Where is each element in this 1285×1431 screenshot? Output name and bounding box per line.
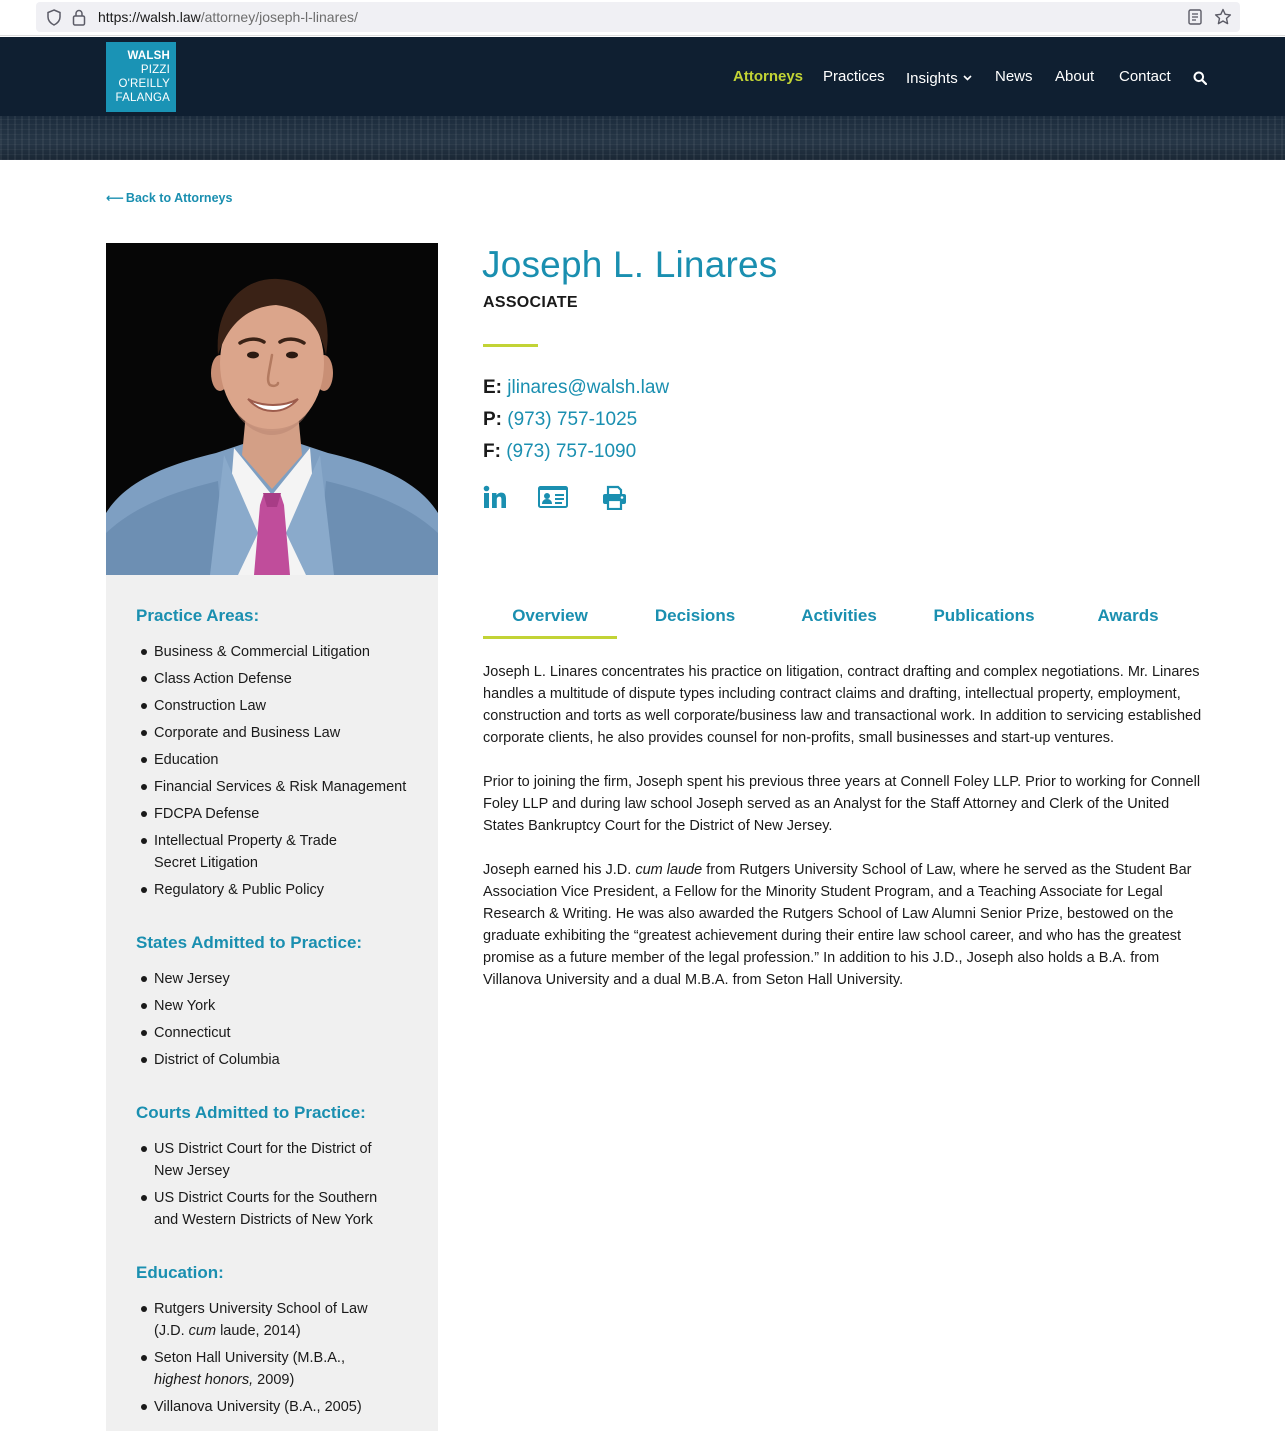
back-arrow-icon: ⟵: [106, 191, 124, 205]
bio-paragraph: Prior to joining the firm, Joseph spent his previous three years at Connell Foley LLP. Prior to working for Connell Foley LLP and during law school Joseph served as an Analyst for the Staff Attorney and Clerk of the United States Bankruptcy Court for the District of New Jersey.: [483, 774, 1201, 834]
fax-row: F: (973) 757-1090: [483, 441, 637, 462]
back-to-attorneys-link[interactable]: [106, 190, 232, 205]
fax-value: (973) 757-1090: [506, 441, 637, 462]
list-item[interactable]: Class Action Defense: [136, 668, 426, 690]
firm-logo[interactable]: [106, 42, 176, 112]
attorney-name: Joseph L. Linares: [482, 244, 778, 285]
list-item: New York: [136, 995, 426, 1017]
attorney-photo: [106, 243, 438, 575]
active-tab-indicator: [483, 636, 617, 639]
list-item[interactable]: Business & Commercial Litigation: [136, 641, 426, 663]
education-list: [136, 1298, 426, 1423]
search-icon[interactable]: [1193, 71, 1207, 90]
header-skyline-banner: [0, 116, 1285, 160]
shield-icon[interactable]: [46, 9, 62, 31]
overview-content: [483, 661, 1203, 1013]
linkedin-icon[interactable]: [483, 485, 507, 514]
site-header: [0, 37, 1285, 160]
list-item[interactable]: Regulatory & Public Policy: [136, 879, 426, 901]
bio-paragraph: Joseph L. Linares concentrates his practice on litigation, contract drafting and complex negotiations. Mr. Linares handles a multitude of dispute types including contract claims and drafting, intellectual property, employment, construction and torts as well corporate/business law and transactional work. In addition to servicing established corporate clients, he also provides counsel for non-profits, small businesses and start-up ventures.: [483, 664, 1202, 746]
phone-link[interactable]: (973) 757-1025: [507, 409, 638, 430]
list-item[interactable]: Education: [136, 749, 426, 771]
back-to-attorneys-label: Back to Attorneys: [125, 191, 233, 205]
list-item[interactable]: FDCPA Defense: [136, 803, 426, 825]
courts-admitted-heading: Courts Admitted to Practice:: [136, 1103, 366, 1122]
tab-awards[interactable]: Awards: [1097, 606, 1159, 625]
print-icon[interactable]: [602, 485, 627, 515]
nav-practices[interactable]: Practices: [823, 68, 885, 85]
list-item: Villanova University (B.A., 2005): [136, 1396, 426, 1418]
logo-line-pizzi: PIZZI: [140, 64, 170, 76]
list-item: Rutgers University School of Law (J.D. cum laude, 2014): [136, 1298, 426, 1342]
list-item: US District Court for the District of New Jersey: [136, 1138, 426, 1182]
vcard-icon[interactable]: [538, 485, 568, 514]
nav-insights[interactable]: [906, 68, 972, 87]
practice-areas-heading: Practice Areas:: [136, 606, 260, 625]
logo-line-falanga: FALANGA: [115, 92, 170, 104]
accent-divider: [483, 344, 538, 347]
states-admitted-list: [136, 968, 426, 1076]
bookmark-star-icon[interactable]: [1214, 8, 1232, 31]
practice-areas-list: [136, 641, 426, 906]
list-item: New Jersey: [136, 968, 426, 990]
list-item[interactable]: Construction Law: [136, 695, 426, 717]
lock-icon[interactable]: [72, 9, 86, 31]
email-row: E: jlinares@walsh.law: [483, 377, 670, 398]
tab-activities[interactable]: Activities: [801, 606, 877, 625]
address-bar[interactable]: [36, 2, 1240, 32]
tab-overview[interactable]: Overview: [512, 606, 588, 625]
tab-decisions[interactable]: Decisions: [654, 606, 736, 625]
list-item: District of Columbia: [136, 1049, 426, 1071]
tab-publications[interactable]: Publications: [933, 606, 1035, 625]
nav-contact[interactable]: Contact: [1119, 68, 1171, 85]
education-heading: Education:: [136, 1263, 224, 1282]
bio-paragraph: Joseph earned his J.D. cum laude from Rutgers University School of Law, where he served as the Student Bar Association Vice President, a Fellow for the Minority Student Program, and a Teaching Associate for Legal Research & Writing. He was also awarded the Rutgers School of Law Alumni Senior Prize, bestowed on the graduate exhibiting the “greatest achievement during their entire law school career, and who has the greatest promise as a future member of the legal profession.” In addition to his J.D., Joseph also holds a B.A. from Villanova University and a dual M.B.A. from Seton Hall University.: [483, 862, 1192, 988]
chevron-down-icon: [963, 68, 972, 85]
email-link[interactable]: jlinares@walsh.law: [507, 377, 670, 398]
nav-about[interactable]: About: [1055, 68, 1095, 85]
list-item[interactable]: Corporate and Business Law: [136, 722, 426, 744]
logo-line-oreilly: O'REILLY: [118, 78, 170, 90]
phone-row: P: (973) 757-1025: [483, 409, 638, 430]
logo-line-walsh: WALSH: [127, 50, 170, 62]
list-item[interactable]: Financial Services & Risk Management: [136, 776, 426, 798]
list-item: US District Courts for the Southern and Western Districts of New York: [136, 1187, 426, 1231]
url-text[interactable]: https://walsh.law/attorney/joseph-l-linares/: [98, 9, 358, 25]
list-item[interactable]: Intellectual Property & Trade Secret Litigation: [136, 830, 426, 874]
courts-admitted-list: [136, 1138, 426, 1236]
list-item: Connecticut: [136, 1022, 426, 1044]
nav-attorneys[interactable]: Attorneys: [733, 68, 804, 85]
nav-insights-label: Insights: [906, 70, 958, 87]
browser-toolbar: [0, 0, 1285, 36]
reader-view-icon[interactable]: [1188, 9, 1202, 30]
attorney-title: ASSOCIATE: [483, 294, 578, 311]
list-item: Seton Hall University (M.B.A., highest honors, 2009): [136, 1347, 426, 1391]
states-admitted-heading: States Admitted to Practice:: [136, 933, 363, 952]
attorney-sidebar: [106, 575, 438, 1431]
nav-news[interactable]: News: [995, 68, 1033, 85]
